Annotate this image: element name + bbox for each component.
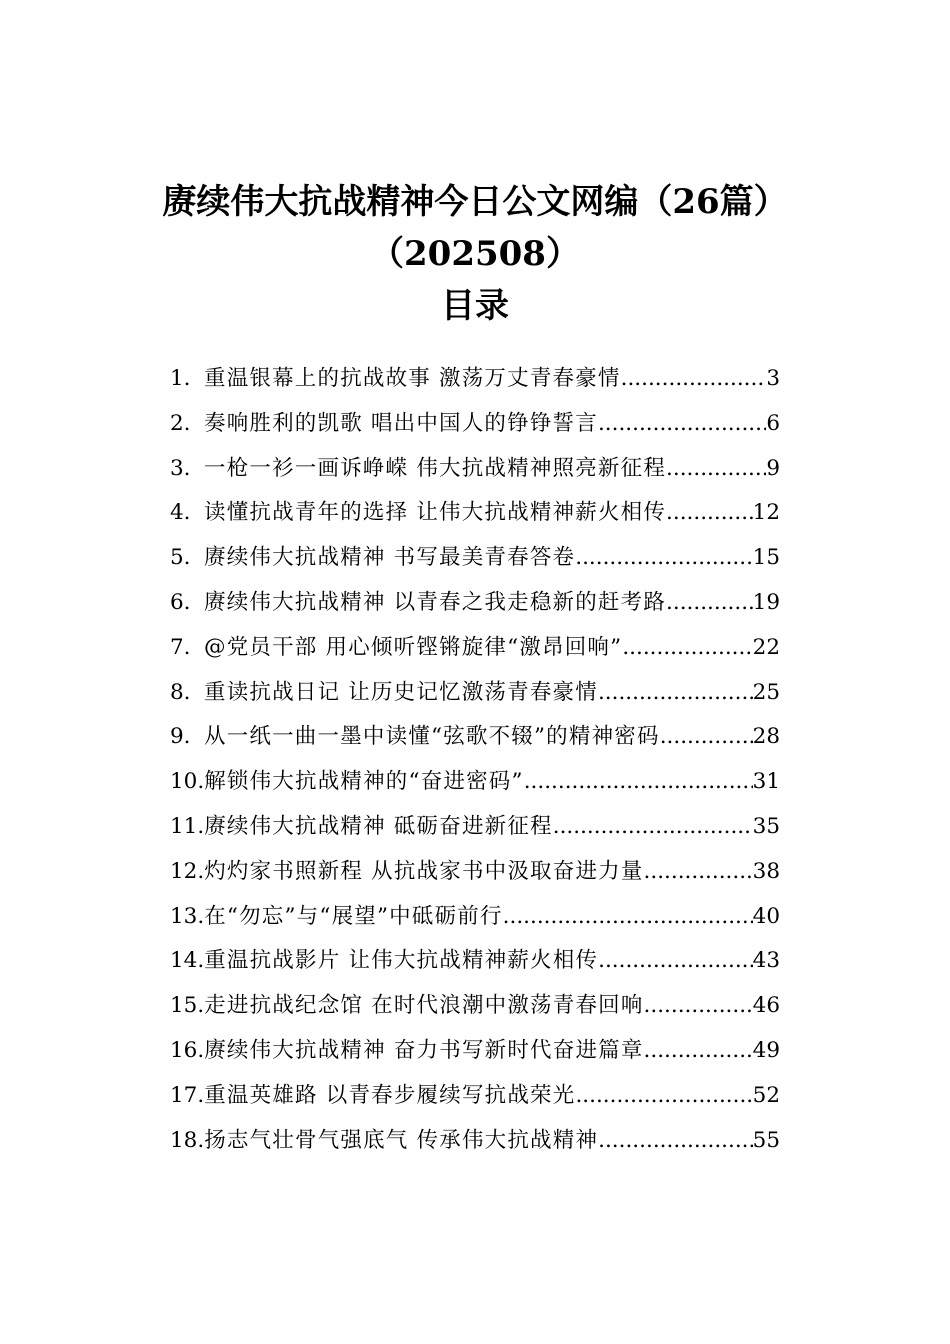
toc-entry-number: 16.	[170, 1037, 205, 1063]
toc-entry[interactable]	[170, 719, 780, 764]
toc-entry-number: 12.	[170, 858, 205, 884]
toc-entry-title: 重温抗战影片 让伟大抗战精神薪火相传	[204, 948, 599, 974]
title-line-date: （202508）	[370, 234, 580, 274]
toc-entry-title: 灼灼家书照新程 从抗战家书中汲取奋进力量	[204, 858, 644, 884]
toc-dot-leader	[598, 948, 753, 973]
toc-entry-title: 奏响胜利的凯歌 唱出中国人的铮铮誓言	[204, 410, 598, 436]
toc-entry-title: 重温英雄路 以青春步履续写抗战荣光	[204, 1082, 576, 1108]
toc-entry-number: 15.	[170, 993, 205, 1019]
toc-entry-page: 35	[752, 813, 780, 839]
table-of-contents	[170, 361, 780, 1167]
title-line-main: 赓续伟大抗战精神今日公文网编（26篇）	[162, 182, 788, 222]
toc-entry-number: 7.	[170, 634, 191, 660]
toc-entry-title: 赓续伟大抗战精神 以青春之我走稳新的赶考路	[204, 589, 667, 615]
toc-entry-page: 52	[752, 1082, 780, 1108]
toc-entry[interactable]	[170, 630, 780, 675]
toc-entry-title: 赓续伟大抗战精神 奋力书写新时代奋进篇章	[204, 1037, 644, 1063]
toc-entry[interactable]	[170, 854, 780, 899]
toc-entry-number: 6.	[170, 589, 191, 615]
toc-entry-title: 在“勿忘”与“展望”中砥砺前行	[204, 903, 503, 929]
toc-entry-number: 1.	[170, 366, 191, 391]
toc-dot-leader	[622, 635, 752, 660]
toc-entry-number: 5.	[170, 545, 191, 571]
toc-dot-leader	[660, 724, 753, 749]
toc-entry-title: 扬志气壮骨气强底气 传承伟大抗战精神	[204, 1127, 599, 1153]
toc-entry[interactable]	[170, 809, 780, 854]
toc-entry[interactable]	[170, 585, 780, 630]
toc-entry-page: 6	[766, 410, 780, 436]
toc-entry-page: 3	[766, 366, 780, 391]
toc-entry-page: 9	[766, 455, 780, 481]
toc-entry-page: 12	[752, 500, 780, 526]
toc-dot-leader	[644, 1038, 753, 1063]
toc-entry-number: 18.	[170, 1127, 205, 1153]
toc-entry-page: 22	[752, 634, 780, 660]
toc-entry[interactable]	[170, 361, 780, 406]
toc-entry[interactable]	[170, 899, 780, 944]
toc-entry-title: @党员干部 用心倾听铿锵旋律“激昂回响”	[204, 634, 623, 660]
toc-entry-number: 2.	[170, 410, 191, 436]
toc-entry[interactable]	[170, 451, 780, 496]
document-title	[0, 176, 950, 332]
toc-dot-leader	[524, 769, 753, 794]
toc-entry-page: 40	[752, 903, 780, 929]
toc-dot-leader	[598, 1128, 753, 1153]
toc-entry-title: 从一纸一曲一墨中读懂“弦歌不辍”的精神密码	[204, 724, 660, 750]
toc-entry[interactable]	[170, 495, 780, 540]
toc-entry[interactable]	[170, 988, 780, 1033]
toc-dot-leader	[598, 411, 766, 436]
toc-entry-number: 9.	[170, 724, 191, 750]
toc-dot-leader	[621, 366, 767, 391]
toc-dot-leader	[666, 500, 753, 525]
toc-entry-title: 赓续伟大抗战精神 书写最美青春答卷	[204, 545, 576, 571]
toc-entry-title: 解锁伟大抗战精神的“奋进密码”	[204, 769, 524, 795]
toc-entry[interactable]	[170, 764, 780, 809]
toc-entry-number: 4.	[170, 500, 191, 526]
toc-entry-page: 25	[752, 679, 780, 705]
toc-entry-number: 14.	[170, 948, 205, 974]
toc-entry-number: 10.	[170, 769, 205, 795]
title-line-toc-heading: 目录	[441, 286, 509, 326]
toc-dot-leader	[575, 1083, 752, 1108]
toc-entry[interactable]	[170, 1123, 780, 1168]
toc-dot-leader	[666, 456, 766, 481]
toc-entry-title: 赓续伟大抗战精神 砥砺奋进新征程	[204, 813, 553, 839]
toc-entry-number: 11.	[170, 813, 205, 839]
toc-entry-number: 8.	[170, 679, 191, 705]
toc-entry-title: 读懂抗战青年的选择 让伟大抗战精神薪火相传	[204, 500, 667, 526]
toc-entry-number: 17.	[170, 1082, 205, 1108]
toc-entry-page: 19	[752, 589, 780, 615]
toc-entry[interactable]	[170, 943, 780, 988]
toc-dot-leader	[575, 545, 752, 570]
toc-entry-title: 重读抗战日记 让历史记忆激荡青春豪情	[204, 679, 598, 705]
toc-entry-page: 28	[752, 724, 780, 750]
toc-entry-number: 3.	[170, 455, 191, 481]
toc-entry-page: 46	[752, 993, 780, 1019]
toc-dot-leader	[598, 680, 753, 705]
toc-entry-title: 走进抗战纪念馆 在时代浪潮中激荡青春回响	[204, 993, 644, 1019]
toc-entry[interactable]	[170, 675, 780, 720]
toc-entry-title: 一枪一衫一画诉峥嵘 伟大抗战精神照亮新征程	[204, 455, 667, 481]
toc-entry-page: 55	[752, 1127, 780, 1153]
toc-dot-leader	[666, 590, 753, 615]
toc-dot-leader	[553, 814, 753, 839]
toc-entry-page: 38	[752, 858, 780, 884]
toc-entry[interactable]	[170, 406, 780, 451]
toc-dot-leader	[503, 904, 753, 929]
toc-entry-page: 49	[752, 1037, 780, 1063]
toc-entry-number: 13.	[170, 903, 205, 929]
toc-dot-leader	[644, 993, 753, 1018]
toc-entry-page: 31	[752, 769, 780, 795]
toc-entry-page: 15	[752, 545, 780, 571]
toc-entry[interactable]	[170, 1033, 780, 1078]
toc-entry-title: 重温银幕上的抗战故事 激荡万丈青春豪情	[204, 366, 621, 391]
toc-dot-leader	[644, 859, 753, 884]
toc-entry[interactable]	[170, 1078, 780, 1123]
toc-entry[interactable]	[170, 540, 780, 585]
toc-entry-page: 43	[752, 948, 780, 974]
